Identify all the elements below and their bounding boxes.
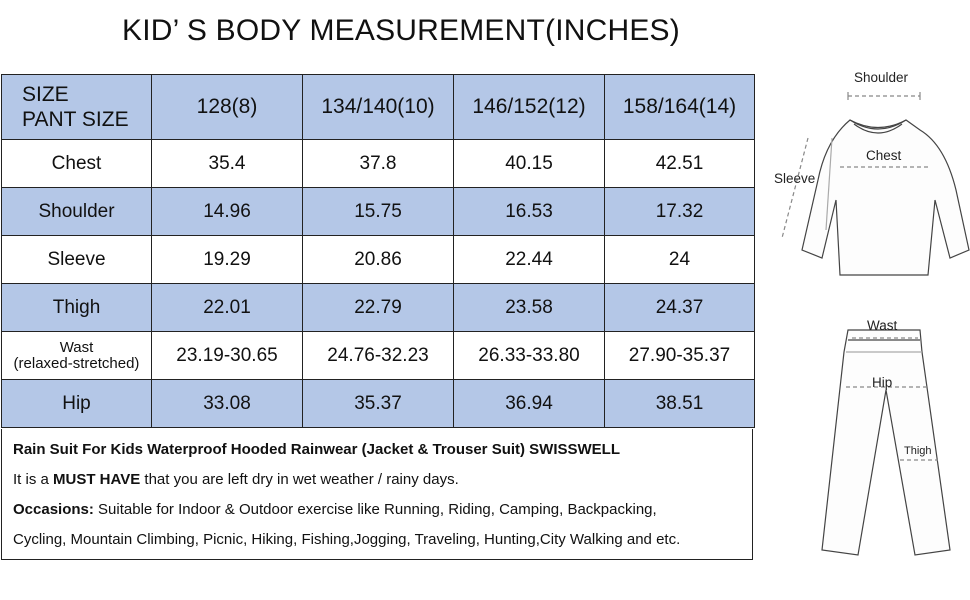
hip-label-figure: Hip — [872, 375, 893, 390]
size-column-header: 146/152(12) — [454, 75, 605, 140]
table-cell: 23.19-30.65 — [152, 332, 303, 380]
pants-drawing — [822, 330, 950, 555]
waist-sublabel: (relaxed-stretched) — [13, 354, 140, 372]
table-row-shoulder — [2, 188, 755, 236]
row-label: Sleeve — [2, 236, 152, 284]
table-cell: 35.4 — [152, 140, 303, 188]
table-cell: 22.01 — [152, 284, 303, 332]
table-row-waist — [2, 332, 755, 380]
table-cell: 19.29 — [152, 236, 303, 284]
row-label: Chest — [2, 140, 152, 188]
table-cell: 35.37 — [303, 380, 454, 428]
waist-label-figure: Wast — [867, 318, 898, 333]
chest-label: Chest — [866, 148, 902, 163]
row-label: Hip — [2, 380, 152, 428]
table-cell: 16.53 — [454, 188, 605, 236]
garment-illustration — [760, 60, 970, 570]
table-row-chest — [2, 140, 755, 188]
table-header-row — [2, 75, 755, 140]
table-row-sleeve — [2, 236, 755, 284]
row-label: Shoulder — [2, 188, 152, 236]
table-cell: 24 — [605, 236, 755, 284]
shoulder-measure — [848, 92, 920, 100]
table-cell: 22.79 — [303, 284, 454, 332]
table-cell: 23.58 — [454, 284, 605, 332]
table-cell: 38.51 — [605, 380, 755, 428]
shirt-drawing — [802, 120, 969, 275]
table-cell: 26.33-33.80 — [454, 332, 605, 380]
table-row-hip — [2, 380, 755, 428]
pant-size-header-label: PANT SIZE — [22, 108, 129, 131]
size-chart-table — [1, 74, 755, 428]
product-notes — [1, 429, 753, 560]
sleeve-label: Sleeve — [774, 171, 816, 186]
size-header-cell — [2, 75, 152, 140]
table-cell: 24.76-32.23 — [303, 332, 454, 380]
occasions-note: Occasions: Suitable for Indoor & Outdoor exercise like Running, Riding, Camping, Backpacking, — [13, 501, 657, 518]
page-title: KID’ S BODY MEASUREMENT(INCHES) — [122, 14, 680, 47]
product-title: Rain Suit For Kids Waterproof Hooded Rainwear (Jacket & Trouser Suit) SWISSWELL — [13, 441, 621, 458]
size-column-header: 134/140(10) — [303, 75, 454, 140]
sleeve-measure — [782, 138, 808, 238]
table-cell: 15.75 — [303, 188, 454, 236]
row-label — [2, 332, 152, 380]
table-cell: 22.44 — [454, 236, 605, 284]
table-cell: 14.96 — [152, 188, 303, 236]
table-cell: 33.08 — [152, 380, 303, 428]
thigh-label-figure: Thigh — [904, 445, 932, 457]
row-label: Thigh — [2, 284, 152, 332]
size-column-header: 128(8) — [152, 75, 303, 140]
table-cell: 20.86 — [303, 236, 454, 284]
must-have-note: It is a MUST HAVE that you are left dry in wet weather / rainy days. — [13, 471, 459, 488]
occasions-note-continued: Cycling, Mountain Climbing, Picnic, Hiking, Fishing,Jogging, Traveling, Hunting,City Walking and etc. — [13, 531, 681, 548]
table-cell: 40.15 — [454, 140, 605, 188]
table-cell: 37.8 — [303, 140, 454, 188]
table-cell: 27.90-35.37 — [605, 332, 755, 380]
shoulder-label: Shoulder — [854, 70, 909, 85]
waist-label: Wast — [59, 338, 94, 356]
table-cell: 36.94 — [454, 380, 605, 428]
table-cell: 17.32 — [605, 188, 755, 236]
table-cell: 42.51 — [605, 140, 755, 188]
table-row-thigh — [2, 284, 755, 332]
size-column-header: 158/164(14) — [605, 75, 755, 140]
table-cell: 24.37 — [605, 284, 755, 332]
size-header-label: SIZE — [22, 83, 69, 106]
